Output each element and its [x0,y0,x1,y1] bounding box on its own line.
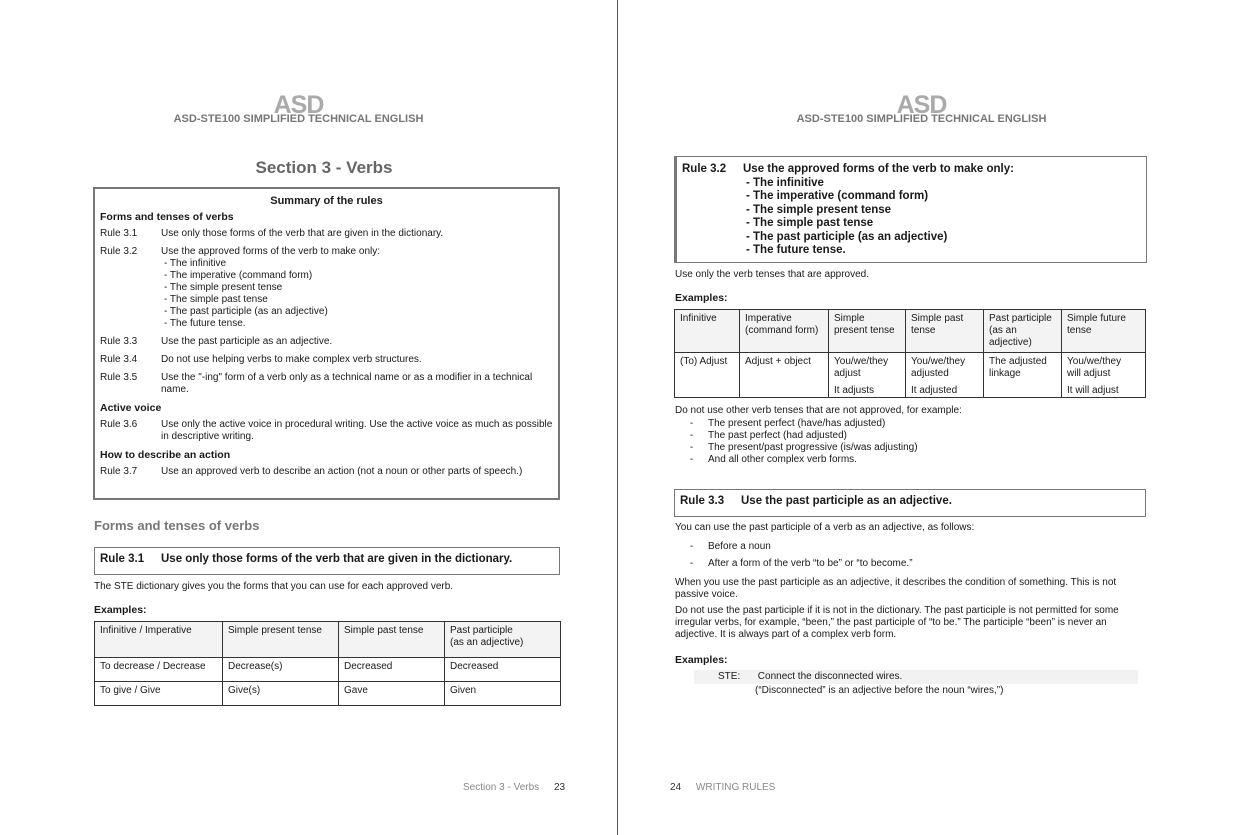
rule-3-1-box: Rule 3.1 Use only those forms of the verb that are given in the dictionary. [94,547,560,575]
forms-tenses-heading: Forms and tenses of verbs [94,518,260,533]
dictionary-intro: The STE dictionary gives you the forms that you can use for each approved verb. [94,581,454,592]
asd-logo: ASD [896,91,947,119]
ste-note: (“Disconnected” is an adjective before the noun “wires,”) [755,685,1004,696]
participle-para-1: When you use the past participle as an adjective, it describes the condition of something. This is not passive voice. [675,577,1117,600]
approved-tenses-note: Use only the verb tenses that are approved. [675,269,870,280]
document-title: ASD-STE100 SIMPLIFIED TECHNICAL ENGLISH [173,113,424,125]
table-header-cell: Past participle (as an adjective) [445,622,561,658]
list-item: - The present/past progressive (is/was adjusting) [689,442,918,453]
page-number: 23 [553,782,566,793]
summary-rule-3-6: Rule 3.6 Use only the active voice in procedural writing. Use the active voice as much as possible in descriptive writing. [100,419,553,442]
summary-rule-3-1: Rule 3.1 Use only those forms of the verb that are given in the dictionary. [100,228,444,239]
document-title: ASD-STE100 SIMPLIFIED TECHNICAL ENGLISH [796,113,1047,125]
table-header-row [95,622,561,658]
summary-box [93,187,560,500]
table-row [95,682,561,706]
section-title: Section 3 - Verbs [255,158,393,177]
table-cell: Decreased [339,658,445,682]
examples-label: Examples: [675,292,728,304]
list-item: - After a form of the verb “to be” or “to become.” [689,558,913,569]
page-number: 24 [670,782,682,793]
table-header-cell: Imperative (command form) [740,310,829,353]
page-header [612,93,1231,126]
page-footer [670,782,775,793]
ste-example: Connect the disconnected wires. [757,671,903,682]
summary-rule-3-5: Rule 3.5 Use the "-ing" form of a verb only as a technical name or as a modifier in a technical name. [100,372,533,395]
summary-title: Summary of the rules [270,195,383,207]
table-cell: You/we/they adjusted It adjusted [906,353,984,398]
table-cell: (To) Adjust [675,353,740,398]
asd-logo: ASD [273,91,324,119]
summary-heading-forms: Forms and tenses of verbs [100,211,234,223]
table-header-cell: Infinitive / Imperative [95,622,223,658]
not-approved-intro: Do not use other verb tenses that are not approved, for example: [675,405,962,416]
summary-rule-3-7: Rule 3.7 Use an approved verb to describe an action (not a noun or other parts of speech.) [100,466,523,477]
table-cell: You/we/they will adjust It will adjust [1062,353,1146,398]
verb-tenses-table [674,309,1146,398]
rule-3-2-box: Rule 3.2 Use the approved forms of the verb to make only: - The infinitive - The imperative (command form) - The simple present tense - The simple past tense - The past participle (as an adjective) - The future tense. [674,156,1147,263]
table-cell: Decreased [445,658,561,682]
participle-para-2: Do not use the past participle if it is not in the dictionary. The past participle is not permitted for some irregular verbs, for example, “been,” the past participle of “to be.” The participle “been” is never an adjective. It is always part of a complex verb form. [675,605,1119,640]
table-cell: Give(s) [223,682,339,706]
summary-heading-describe-action: How to describe an action [100,449,231,461]
table-cell: Adjust + object [740,353,829,398]
table-header-cell: Simple past tense [339,622,445,658]
table-cell: Decrease(s) [223,658,339,682]
list-item: - The past perfect (had adjusted) [689,430,847,441]
page-header [0,93,607,126]
table-cell: To decrease / Decrease [95,658,223,682]
left-page [0,0,617,835]
list-item: - Before a noun [689,541,771,552]
examples-label: Examples: [94,604,147,616]
right-page [618,0,1237,835]
table-cell: To give / Give [95,682,223,706]
summary-rule-3-4: Rule 3.4 Do not use helping verbs to make complex verb structures. [100,354,422,365]
ste-example-row [694,670,1138,684]
footer-section: WRITING RULES [695,782,776,793]
table-row [675,353,1146,398]
not-approved-list [675,418,918,466]
table-header-row [675,310,1146,353]
participle-intro: You can use the past participle of a verb as an adjective, as follows: [675,522,975,533]
rule-3-3-box: Rule 3.3 Use the past participle as an adjective. [674,489,1146,517]
table-header-cell: Simple future tense [1062,310,1146,353]
summary-rule-3-2: Rule 3.2 Use the approved forms of the verb to make only: - The infinitive - The imperative (command form) - The simple present tense - The simple past tense - The past participle (as an adjective) - The future tense. [100,246,380,329]
table-cell: Given [445,682,561,706]
table-header-cell: Simple past tense [906,310,984,353]
table-header-cell: Infinitive [675,310,740,353]
table-header-cell: Past participle (as an adjective) [984,310,1062,353]
footer-section: Section 3 - Verbs [463,782,540,793]
summary-rule-3-3: Rule 3.3 Use the past participle as an adjective. [100,336,333,347]
table-cell: The adjusted linkage [984,353,1062,398]
table-header-cell: Simple present tense [223,622,339,658]
examples-label-2: Examples: [675,654,728,666]
verb-forms-table [94,621,561,706]
list-item: - The present perfect (have/has adjusted) [689,418,886,429]
table-cell: You/we/they adjust It adjusts [829,353,906,398]
summary-heading-active-voice: Active voice [100,402,162,414]
list-item: - And all other complex verb forms. [689,454,857,465]
table-cell: Gave [339,682,445,706]
page-footer [463,782,565,793]
table-row [95,658,561,682]
table-header-cell: Simple present tense [829,310,906,353]
ste-label: STE: [718,671,741,682]
participle-list [675,541,913,570]
